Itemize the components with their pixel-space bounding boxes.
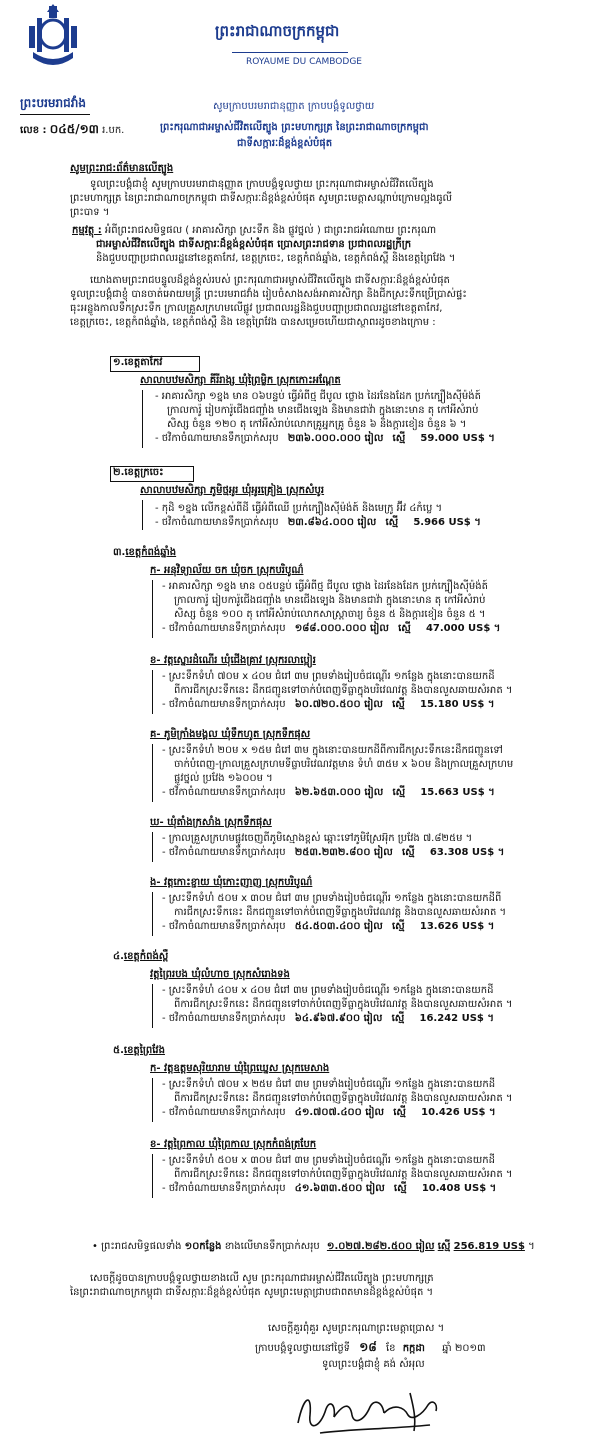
- section-number: ១.: [113, 357, 125, 368]
- detail-line: ក្រាលការ៉ូ រៀបការ៉ូជើងជញ្ជាំង មានជើងទ្បេង និងមានជាវ៉ា ក្នុងនោះមាន តុ កៅអីសំរាប់: [174, 595, 486, 606]
- province-name: ខេត្តតាកែវ: [124, 357, 163, 368]
- intro-line: ទូលព្រះបង្គំជាខ្ញុំ សូមក្រាបបរមរាជានុញ្ញាត ក្រាបបង្គំទូលថ្វាយ ព្រះករុណាជាអម្ចាស់ជីវិតលើត្បូង: [90, 179, 434, 190]
- cost-line: - ថវិកាចំណាយមានទឹកប្រាក់សរុប ២៥៣.២៣២.៨០០ រៀល ស្មើ 63.308 US$ ។: [162, 847, 505, 858]
- bullet-dash: -: [162, 671, 169, 682]
- site-rule: [152, 580, 153, 638]
- cost-equals: ស្មើ: [392, 699, 405, 710]
- body-paragraph: [70, 274, 467, 330]
- bullet-dash: -: [162, 581, 169, 592]
- cost-line: - ថវិកាចំណាយមានទឹកប្រាក់សរុប ៤១.៧០៧.៤០០ រៀល ស្មើ 10.426 US$ ។: [162, 1107, 496, 1118]
- reference-number: [20, 122, 124, 138]
- site-details: [162, 1154, 512, 1196]
- cost-riel: ២៣.៨៦៤.០០០ រៀល: [287, 517, 377, 528]
- province-name: ខេត្តកំពង់ស្ពឺ: [123, 951, 169, 962]
- intro-paragraph: [70, 178, 452, 220]
- site-details: [162, 1078, 512, 1120]
- site-label: វត្តព្រៃរបង ឃុំលំហាច ស្រុកសំរោងទង: [150, 969, 290, 980]
- closing-line: នៃព្រះរាជាណាចក្រកម្ពុជា ជាទីសក្ការៈដ៏ខ្ពង់ខ្ពស់បំផុត សូមព្រះមេត្តាជ្រាបជាពតមានដ៏ខ្ពង់ខ្ពស់បំផុត ។: [70, 1287, 434, 1298]
- total-usd: 256.819 US$: [453, 1241, 525, 1252]
- kingdom-title-kh: ព្រះរាជាណាចក្រកម្ពុជា: [215, 22, 340, 40]
- site-label: ឃ- ឃុំតាំងក្រសាំង ស្រុកទឹកផុស: [150, 817, 272, 828]
- cost-riel: ២៣៦.០០០.០០០ រៀល: [287, 433, 384, 444]
- body-line: យោងតាមព្រះរាជបន្ទូលដ៏ខ្ពង់ខ្ពស់របស់ ព្រះករុណាជាអម្ចាស់ជីវិតលើត្បូង ជាទីសក្ការៈដ៏ខ្ពង់ខ្ពស់បំផុត: [90, 275, 450, 286]
- cost-riel: ៦២.៦៥៣.០០០ រៀល: [294, 787, 384, 798]
- section-number: ៥.: [113, 1045, 124, 1056]
- site-rule: [142, 500, 143, 530]
- signature-icon: [290, 1385, 450, 1440]
- section-heading: [113, 356, 162, 370]
- body-line: ទូលព្រះបង្គំជាខ្ញុំ បានចាត់អោយមន្ត្រី ព្រះបរមរាជវាំង រៀបចំសាងសង់អាគារសិក្សា និងជីកស្រះទឹកប្រើប្រាស់ផ្ទះ: [70, 289, 467, 300]
- addressee-line-1: សូមក្រាបបរមរាជានុញ្ញាត ក្រាបបង្គំទូលថ្វាយ: [213, 101, 375, 112]
- bullet-dash: -: [155, 503, 162, 514]
- cost-equals: ស្មើ: [391, 1013, 405, 1024]
- intro-line: ព្រះមហាក្សត្រ នៃព្រះរាជាណាចក្រកម្ពុជា ជាទីសក្ការៈដ៏ខ្ពង់ខ្ពស់បំផុត សូមព្រះមេត្តាសណ្ដាប់ក្រោមល្អងធូលី: [70, 193, 453, 204]
- site-label: សាលាបឋមសិក្សា ភូមិថ្មអូរ ឃុំអូរគ្រៀង ស្រុកសំបូរ: [140, 485, 325, 496]
- topic-line: [72, 224, 455, 238]
- detail-line: - កុដិ ១ខ្នង លើកខ្ពស់ពីដី ធ្វើអំពីឈើ ប្រក់ក្បឿងស៊ីម៉ង់ត៍ និងមេក្រូ អ៊ីវ ៤កំប្លេ ។: [155, 503, 443, 514]
- site-details: [162, 984, 512, 1026]
- detail-line: ពីការជីកស្រះទឹកនេះ ដឹកជញ្ជូនទៅចាក់បំពេញទីធ្លាក្នុងបរិវេណវត្ត និងបានលួសឆាយសំអាត ។: [174, 1169, 513, 1180]
- cost-equals: ស្មើ: [385, 517, 399, 528]
- detail-line: - អាគារសិក្សា ១ខ្នង មាន ០៦បន្ទប់ ធ្វើអំពីថ្ម ជីបូល ថ្លោង ដៃរនែងដែក ប្រក់ក្បឿងស៊ីម៉ង់ត៍: [155, 391, 481, 402]
- detail-line: ចាក់បំពេញ-ក្រាលគ្រួសក្រហមទីធ្លាបរិវេណវត្តមាន ទំហំ ៣៥ម x ៦០ម និងក្រាលគ្រួសក្រហម: [174, 759, 514, 770]
- detail-line: - ស្រះទឹកទំហំ ៥០ម x ៣០ម ជំរៅ ៣ម ព្រមទាំងរៀបចំជណ្ដើរ ១កន្លែង ក្នុងនោះបានយកដីពី: [162, 893, 502, 904]
- bullet-dash: -: [162, 745, 169, 756]
- topic-line: និងជួបបញ្ហាប្រជាពលរដ្ឋនៅខេត្តតាកែវ, ខេត្តក្រចេះ, ខេត្តកំពង់ឆ្នាំង, ខេត្តកំពង់ស្ពឺ និងខេត្តព្រៃវែង ។: [96, 253, 456, 264]
- detail-line: - ស្រះទឹកទំហំ ២០ម x ១៥ម ជំរៅ ៣ម ក្នុងនោះបានយកដីពីការជីកស្រះទឹកនេះដឹកជញ្ជូនទៅ: [162, 745, 503, 756]
- detail-line: - អាគារសិក្សា ១ខ្នង មាន ០៥បន្ទប់ ធ្វើអំពីថ្ម ជីបូល ថ្លោង ដៃរនែងដែក ប្រក់ក្បឿងស៊ីម៉ង់ត៍: [162, 581, 488, 592]
- intro-line: ព្រះបាទ ។: [70, 207, 110, 218]
- number-suffix: រ.បក.: [102, 125, 125, 136]
- bullet-dash: -: [162, 833, 169, 844]
- site-label: ក- អនុវិទ្យាល័យ ចក ឃុំចក ស្រុកបរិបូណ៌: [150, 565, 304, 576]
- site-rule: [152, 670, 153, 714]
- cost-usd: 13.626 US$ ។: [419, 921, 495, 932]
- bullet-dash: -: [155, 433, 162, 444]
- total-equals: ស្មើ: [437, 1241, 451, 1252]
- cost-usd: 15.180 US$ ។: [420, 699, 495, 710]
- site-label: ខ- វត្តស្នោរដំណើរ ឃុំជើងគ្រាវ ស្រុករលាប្អៀរ: [150, 655, 316, 666]
- cost-usd: 16.242 US$ ។: [419, 1013, 494, 1024]
- bullet-dash: -: [162, 893, 169, 904]
- footer-courtesy: សេចក្ដីគួរពុំគួរ សូមព្រះករុណាព្រះមេត្តាប្រោស ។: [268, 1323, 445, 1334]
- cost-equals: ស្មើ: [392, 433, 406, 444]
- cost-line: - ថវិកាចំណាយមានទឹកប្រាក់សរុប ២៣.៨៦៤.០០០ រៀល ស្មើ 5.966 US$ ។: [155, 517, 481, 528]
- province-name: ខេត្តកំពង់ឆ្នាំង: [125, 547, 177, 558]
- cost-equals: ស្មើ: [391, 921, 405, 932]
- site-details: [162, 580, 500, 636]
- royal-emblem: [25, 4, 81, 74]
- site-label: ង- វត្តកោះខ្ជាយ ឃុំកោះញាញ ស្រុកបរិបូណ៌: [150, 877, 313, 888]
- cost-line: - ថវិកាចំណាយមានទឹកប្រាក់សរុប ១៨៨.០០០.០០០ រៀល ស្មើ 47.000 US$ ។: [162, 623, 501, 634]
- site-details: [162, 670, 512, 712]
- cost-usd: 63.308 US$ ។: [429, 847, 505, 858]
- site-details: [155, 502, 481, 530]
- cost-usd: 5.966 US$ ។: [413, 517, 481, 528]
- province-name: ខេត្តក្រចេះ: [124, 467, 164, 478]
- section-number: ២.: [113, 467, 125, 478]
- cost-line: - ថវិកាចំណាយមានទឹកប្រាក់សរុប ២៣៦.០០០.០០០ រៀល ស្មើ 59.000 US$ ។: [155, 433, 495, 444]
- site-details: [162, 892, 506, 934]
- detail-line: - ស្រះទឹកទំហំ ៤០ម x ៤០ម ជំរៅ ៣ម ព្រមទាំងរៀបចំជណ្ដើរ ១កន្លែង ក្នុងនោះបានយកដី: [162, 985, 494, 996]
- section-number: ៤.: [113, 951, 124, 962]
- bullet-dash: -: [162, 1107, 169, 1118]
- body-line: ខេត្តក្រចេះ, ខេត្តកំពង់ឆ្នាំង, ខេត្តកំពង់ស្ពឺ និង ខេត្តព្រៃវែង បានសម្រេចហើយជាស្ថាពរដូចខាងក្រោម :: [70, 317, 436, 328]
- detail-line: ផ្លូវថ្នល់ ប្រវែង ១៦០០ម ។: [174, 773, 273, 784]
- total-riel: ១.០២៧.២៨២.៥០០ រៀល: [326, 1241, 435, 1252]
- site-rule: [152, 832, 153, 862]
- cost-riel: ៥៤.៥០៣.៤០០ រៀល: [294, 921, 383, 932]
- palace-title: ព្រះបរមរាជវាំង: [20, 96, 86, 110]
- bullet-dash: -: [162, 623, 169, 634]
- addressee-line-2: ព្រះករុណាជាអម្ចាស់ជីវិតលើត្បូង ព្រះមហាក្សត្រ នៃព្រះរាជាណាចក្រកម្ពុជា: [160, 122, 429, 133]
- cost-riel: ៦០.៧២០.៥០០ រៀល: [294, 699, 383, 710]
- cost-riel: ១៨៨.០០០.០០០ រៀល: [294, 623, 389, 634]
- topic-text: អំពីព្រះរាជសមិទ្ធផល ( អាគារសិក្សា ស្រះទឹក និង ផ្លូវថ្នល់ ) ជាព្រះរាជអំណោយ ព្រះករុណា: [104, 225, 437, 236]
- site-details: [162, 832, 504, 860]
- site-rule: [152, 744, 153, 802]
- site-label: សាលាបឋមសិក្សា គីរីរាង្ស ឃុំព្រៃម្លិក ស្រុកកោះអណ្ដែត: [140, 375, 341, 386]
- cost-equals: ស្មើ: [398, 623, 411, 634]
- detail-line: ក្រាលការ៉ូ រៀបការ៉ូជើងជញ្ជាំង មានជើងទ្បេង និងមានជាវ៉ា ក្នុងនោះមាន តុ កៅអីសំរាប់: [167, 405, 479, 416]
- detail-line: - ក្រាលគ្រួសក្រហមផ្លូវចេញពីភូមិស្មោងខ្ពស់ ឆ្ពោះទៅភូមិស្រែអ៊ុក ប្រវែង ៧.៨២៥ម ។: [162, 833, 473, 844]
- detail-line: សិស្ស ចំនួន ១២០ តុ កៅអីសំរាប់លោកគ្រូអ្នកគ្រូ ចំនួន ៦ និងក្ដារខៀន ចំនួន ៦ ។: [167, 419, 467, 430]
- detail-line: - ស្រះទឹកទំហំ ៥០ម x ៣០ម ជំរៅ ៣ម ព្រមទាំងរៀបចំជណ្ដើរ ១កន្លែង ក្នុងនោះបានយកដី: [162, 1155, 495, 1166]
- bullet-dash: -: [162, 1183, 169, 1194]
- bullet-dash: -: [162, 1013, 169, 1024]
- cost-equals: ស្មើ: [393, 1183, 407, 1194]
- bullet-dash: -: [155, 391, 162, 402]
- bullet-dash: -: [162, 1079, 169, 1090]
- subject-label: សូមព្រះរាជ:ព័ត៌មានលើត្បូង: [70, 163, 174, 174]
- cost-equals: ស្មើ: [401, 847, 415, 858]
- date-day: ១៨: [359, 1340, 377, 1354]
- detail-line: - ស្រះទឹកទំហំ ៧០ម x ២៥ម ជំរៅ ៣ម ព្រមទាំងរៀបចំជណ្ដើរ ១កន្លែង ក្នុងនោះបានយកដី: [162, 1079, 496, 1090]
- cost-line: - ថវិកាចំណាយមានទឹកប្រាក់សរុប ៦២.៦៥៣.០០០ រៀល ស្មើ 15.663 US$ ។: [162, 787, 495, 798]
- bullet-dash: -: [162, 921, 169, 932]
- site-details: [162, 744, 513, 800]
- bullet-dash: -: [162, 985, 169, 996]
- signature: [290, 1385, 450, 1440]
- cost-usd: 10.426 US$ ។: [421, 1107, 496, 1118]
- cost-line: - ថវិកាចំណាយមានទឹកប្រាក់សរុប ៦០.៧២០.៥០០ រៀល ស្មើ 15.180 US$ ។: [162, 699, 495, 710]
- cost-usd: 15.663 US$ ។: [420, 787, 495, 798]
- cost-usd: 59.000 US$ ។: [420, 433, 495, 444]
- detail-line: ការជីកស្រះទឹកនេះ ដឹកជញ្ជូនទៅចាក់បំពេញទីធ្លាក្នុងបរិវេណវត្ត និងបានលួសឆាយសំអាត ។: [174, 907, 507, 918]
- detail-line: - ស្រះទឹកទំហំ ៧០ម x ៤០ម ជំរៅ ៣ម ព្រមទាំងរៀបចំជណ្ដើរ ១កន្លែង ក្នុងនោះបានយកដី: [162, 671, 495, 682]
- kingdom-underline: [232, 52, 348, 53]
- bullet-dash: -: [162, 847, 169, 858]
- site-label: គ- ភូមិក្រាំងមង្គល ឃុំទឹកហូត ស្រុកទឹកផុស: [150, 729, 311, 740]
- bullet-dash: -: [162, 1155, 169, 1166]
- cost-line: - ថវិកាចំណាយមានទឹកប្រាក់សរុប ៦៤.៩៦៧.៩០០ រៀល ស្មើ 16.242 US$ ។: [162, 1013, 494, 1024]
- detail-line: ពីការជីកស្រះទឹកនេះ ដឹកជញ្ជូនទៅចាក់បំពេញទីធ្លាក្នុងបរិវេណវត្ត និងបានលួសឆាយសំអាត ។: [174, 999, 513, 1010]
- site-rule: [152, 984, 153, 1028]
- bullet-dash: -: [155, 517, 162, 528]
- site-rule: [152, 892, 153, 936]
- province-name: ខេត្តព្រៃវែង: [123, 1045, 165, 1056]
- section-heading: [113, 950, 168, 964]
- number-label: លេខ :: [20, 125, 47, 136]
- site-details: [155, 390, 495, 446]
- cost-riel: ២៥៣.២៣២.៨០០ រៀល: [294, 847, 393, 858]
- bullet-dash: -: [162, 787, 169, 798]
- bullet-dot: •: [92, 1241, 102, 1252]
- kingdom-title-fr: ROYAUME DU CAMBODGE: [246, 57, 362, 67]
- cost-equals: ស្មើ: [392, 787, 406, 798]
- site-rule: [142, 390, 143, 448]
- site-rule: [152, 1154, 153, 1198]
- bullet-dash: -: [162, 699, 169, 710]
- footer-signer: ទូលព្រះបង្គំជាខ្ញុំ គង់ សំអុល: [322, 1359, 425, 1370]
- cost-riel: ៤១.៦៣៣.៥០០ រៀល: [294, 1183, 385, 1194]
- cost-line: - ថវិកាចំណាយមានទឹកប្រាក់សរុប ៤១.៦៣៣.៥០០ រៀល ស្មើ 10.408 US$ ។: [162, 1183, 497, 1194]
- section-heading: [113, 466, 164, 480]
- section-heading: [113, 1044, 165, 1058]
- site-rule: [152, 1078, 153, 1122]
- number-value: ០៤៥/១៣: [49, 122, 99, 136]
- date-year: ២០១៣: [454, 1343, 486, 1354]
- total-count: ១០កន្លែង: [184, 1241, 222, 1252]
- cost-usd: 10.408 US$ ។: [421, 1183, 497, 1194]
- detail-line: ពីការជីកស្រះទឹកនេះ ដឹកជញ្ជូនទៅចាក់បំពេញទីធ្លាក្នុងបរិវេណវត្ត និងបានលួសឆាយសំអាត ។: [174, 685, 513, 696]
- closing-line: សេចក្ដីដូចបានក្រាបបង្គំទូលថ្វាយខាងលើ សូម ព្រះករុណាជាអម្ចាស់ជីវិតលើត្បូង ព្រះមហាក្សត្រ: [90, 1273, 434, 1284]
- cost-usd: 47.000 US$ ។: [425, 623, 501, 634]
- palace-underline: [20, 114, 90, 115]
- site-label: ក- វត្តឧត្តមសុរិយារាម ឃុំព្រៃឃ្នេស ស្រុកមេសាង: [150, 1063, 330, 1074]
- addressee-line-3: ជាទីសក្ការៈដ៏ខ្ពង់ខ្ពស់បំផុត: [237, 138, 333, 149]
- grand-total-line: • ព្រះរាជសមិទ្ធផលទាំង ១០កន្លែង ខាងលើមានទឹកប្រាក់សរុប ១.០២៧.២៨២.៥០០ រៀល ស្មើ 256.819 US$ ។: [92, 1241, 535, 1252]
- topic-block: [72, 224, 455, 266]
- date-month: កក្កដា: [402, 1343, 425, 1354]
- cost-riel: ៤១.៧០៧.៤០០ រៀល: [294, 1107, 385, 1118]
- closing-paragraph: [70, 1272, 434, 1300]
- cost-line: - ថវិកាចំណាយមានទឹកប្រាក់សរុប ៥៤.៥០៣.៤០០ រៀល ស្មើ 13.626 US$ ។: [162, 921, 495, 932]
- section-number: ៣.: [113, 547, 126, 558]
- section-heading: [113, 546, 176, 560]
- cost-equals: ស្មើ: [393, 1107, 406, 1118]
- cost-riel: ៦៤.៩៦៧.៩០០ រៀល: [294, 1013, 383, 1024]
- detail-line: សិស្ស ចំនួន ១០០ តុ កៅអីសំរាប់លោកសាស្ត្រាចារ្យ ចំនួន ៥ និងក្ដារខៀន ចំនួន ៥ ។: [174, 609, 486, 620]
- body-line: ធុះអន្លូងកាលទឹកស្រះទឹក ក្រាលគ្រួសក្រហមលើផ្លូវ ប្រជាពលរដ្ឋនិងជួបបញ្ហាប្រជាពលរដ្ឋនៅខេត្តតាកែវ,: [70, 303, 443, 314]
- footer-date: ក្រាបបង្គំទូលថ្វាយនៅថ្ងៃទី ១៨ ខែ កក្កដា ឆ្នាំ ២០១៣: [255, 1340, 486, 1354]
- topic-label: កម្មវត្ថុ :: [72, 225, 102, 236]
- topic-line: ជាអម្ចាស់ជីវិតលើត្បូង ជាទីសក្ការៈដ៏ខ្ពង់ខ្ពស់បំផុត ប្រោសព្រះរាជទាន ប្រជាពលរដ្ឋក្រីក្រ: [96, 239, 412, 250]
- site-label: ខ- វត្តព្រៃកាល ឃុំព្រៃកាល ស្រុកកំពង់ត្របែក: [150, 1139, 317, 1150]
- royal-emblem-icon: [25, 4, 81, 74]
- detail-line: ពីការជីកស្រះទឹកនេះ ដឹកជញ្ជូនទៅចាក់បំពេញទីធ្លាក្នុងបរិវេណវត្ត និងបានលួសឆាយសំអាត ។: [174, 1093, 513, 1104]
